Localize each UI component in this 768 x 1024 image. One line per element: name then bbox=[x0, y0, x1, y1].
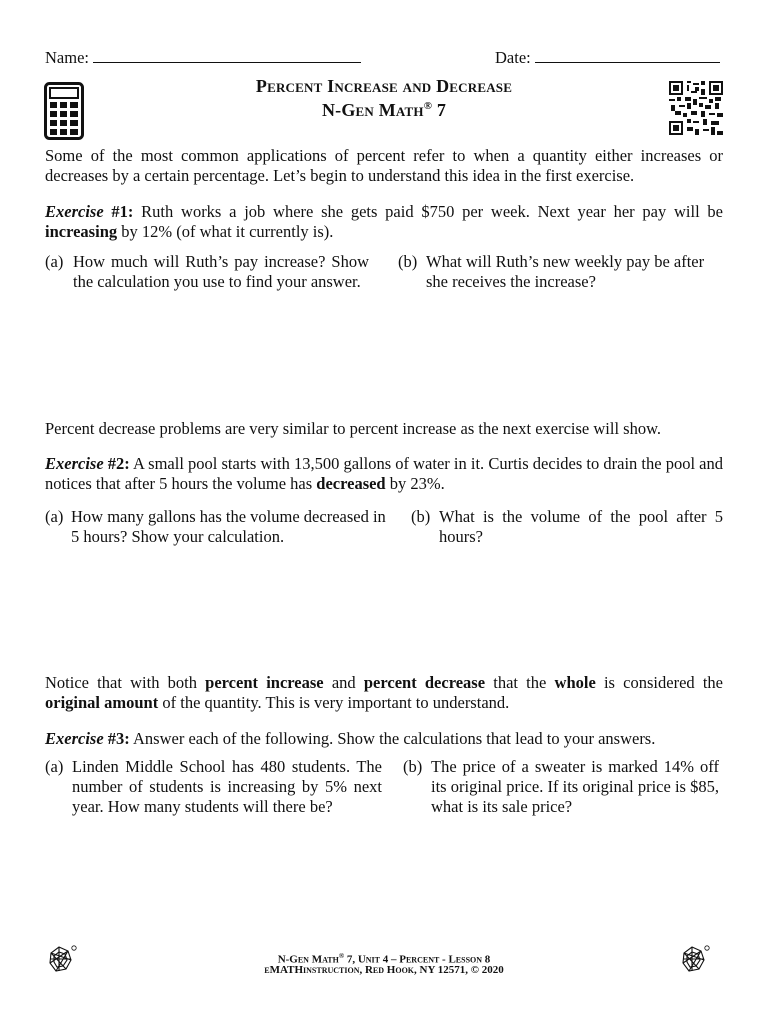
notice-bold-3: whole bbox=[554, 673, 596, 692]
exercise-2-text-a: A small pool starts with 13,500 gallons of water in it. Curtis decides to drain the pool and notices that after 5 hours the volume has bbox=[45, 454, 723, 493]
exercise-2-prompt bbox=[45, 454, 723, 494]
question-label: (b) bbox=[411, 507, 431, 526]
question-text: Linden Middle School has 480 students. The number of students is increasing by 5% next year. How many students will there be? bbox=[72, 757, 382, 816]
subtitle-num: 7 bbox=[436, 100, 447, 120]
question-label: (a) bbox=[45, 252, 64, 271]
name-label: Name: bbox=[45, 48, 89, 67]
notice-bold-1: percent increase bbox=[205, 673, 324, 692]
intro-paragraph: Some of the most common applications of percent refer to when a quantity either increases or decreases by a certain percentage. Let’s begin to understand this idea in the first exercise. bbox=[45, 146, 723, 185]
date-field[interactable] bbox=[495, 48, 720, 68]
exercise-1-question-b bbox=[398, 252, 728, 294]
exercise-1-number: #1: bbox=[103, 202, 134, 221]
exercise-3-question-a bbox=[45, 757, 390, 819]
question-text: How much will Ruth’s pay increase? Show the calculation you use to find your answer. bbox=[73, 252, 369, 291]
notice-bold-2: percent decrease bbox=[363, 673, 486, 692]
question-text: How many gallons has the volume decreased in 5 hours? Show your calculation. bbox=[71, 507, 386, 546]
exercise-1-label: Exercise bbox=[45, 202, 104, 221]
name-field[interactable] bbox=[45, 48, 361, 68]
footer-line-2: eMATHinstruction, Red Hook, NY 12571, © 2020 bbox=[264, 964, 504, 976]
exercise-1-text-a: Ruth works a job where she gets paid $750 per week. Next year her pay will be bbox=[133, 202, 723, 221]
subtitle-reg: ® bbox=[423, 100, 433, 112]
exercise-2-bold: decreased bbox=[316, 474, 386, 493]
exercise-1-bold: increasing bbox=[45, 222, 118, 241]
name-blank[interactable] bbox=[93, 48, 361, 63]
qr-code-icon bbox=[669, 81, 723, 140]
exercise-3-text: Answer each of the following. Show the calculations that lead to your answers. bbox=[129, 729, 656, 748]
page-title: Percent Increase and Decrease bbox=[255, 76, 513, 96]
question-label: (b) bbox=[398, 252, 418, 271]
exercise-2-number: #2: bbox=[103, 454, 130, 473]
notice-bold-4: original amount bbox=[45, 693, 159, 712]
exercise-3-number: #3: bbox=[103, 729, 130, 748]
exercise-3-label: Exercise bbox=[45, 729, 104, 748]
date-blank[interactable] bbox=[535, 48, 720, 63]
question-text: What will Ruth’s new weekly pay be after she receives the increase? bbox=[426, 252, 705, 291]
footer-line-1: N-Gen Math® 7, Unit 4 – Percent - Lesson 8 bbox=[277, 952, 491, 966]
exercise-1-question-a bbox=[45, 252, 375, 314]
notice-paragraph: Notice that with both percent increase and percent decrease that the whole is considered the original amount of the quantity. This is very important to understand. bbox=[45, 673, 723, 712]
exercise-2-text-b: by 23%. bbox=[385, 474, 445, 493]
subtitle-main: N-Gen Math bbox=[321, 100, 424, 120]
question-label: (a) bbox=[45, 757, 64, 776]
date-label: Date: bbox=[495, 48, 531, 67]
exercise-2-label: Exercise bbox=[45, 454, 104, 473]
exercise-2-question-b bbox=[411, 507, 726, 549]
question-text: The price of a sweater is marked 14% off its original price. If its original price is $85, what is its sale price? bbox=[431, 757, 719, 816]
transition-paragraph: Percent decrease problems are very similar to percent increase as the next exercise will show. bbox=[45, 419, 662, 438]
question-text: What is the volume of the pool after 5 hours? bbox=[439, 507, 723, 546]
page-subtitle bbox=[0, 100, 768, 121]
exercise-1-text-b: by 12% (of what it currently is). bbox=[117, 222, 334, 241]
exercise-2-question-a bbox=[45, 507, 390, 549]
question-label: (b) bbox=[403, 757, 423, 776]
question-label: (a) bbox=[45, 507, 64, 526]
exercise-3-prompt bbox=[45, 729, 723, 749]
exercise-3-question-b bbox=[403, 757, 723, 819]
exercise-1-prompt bbox=[45, 202, 723, 242]
